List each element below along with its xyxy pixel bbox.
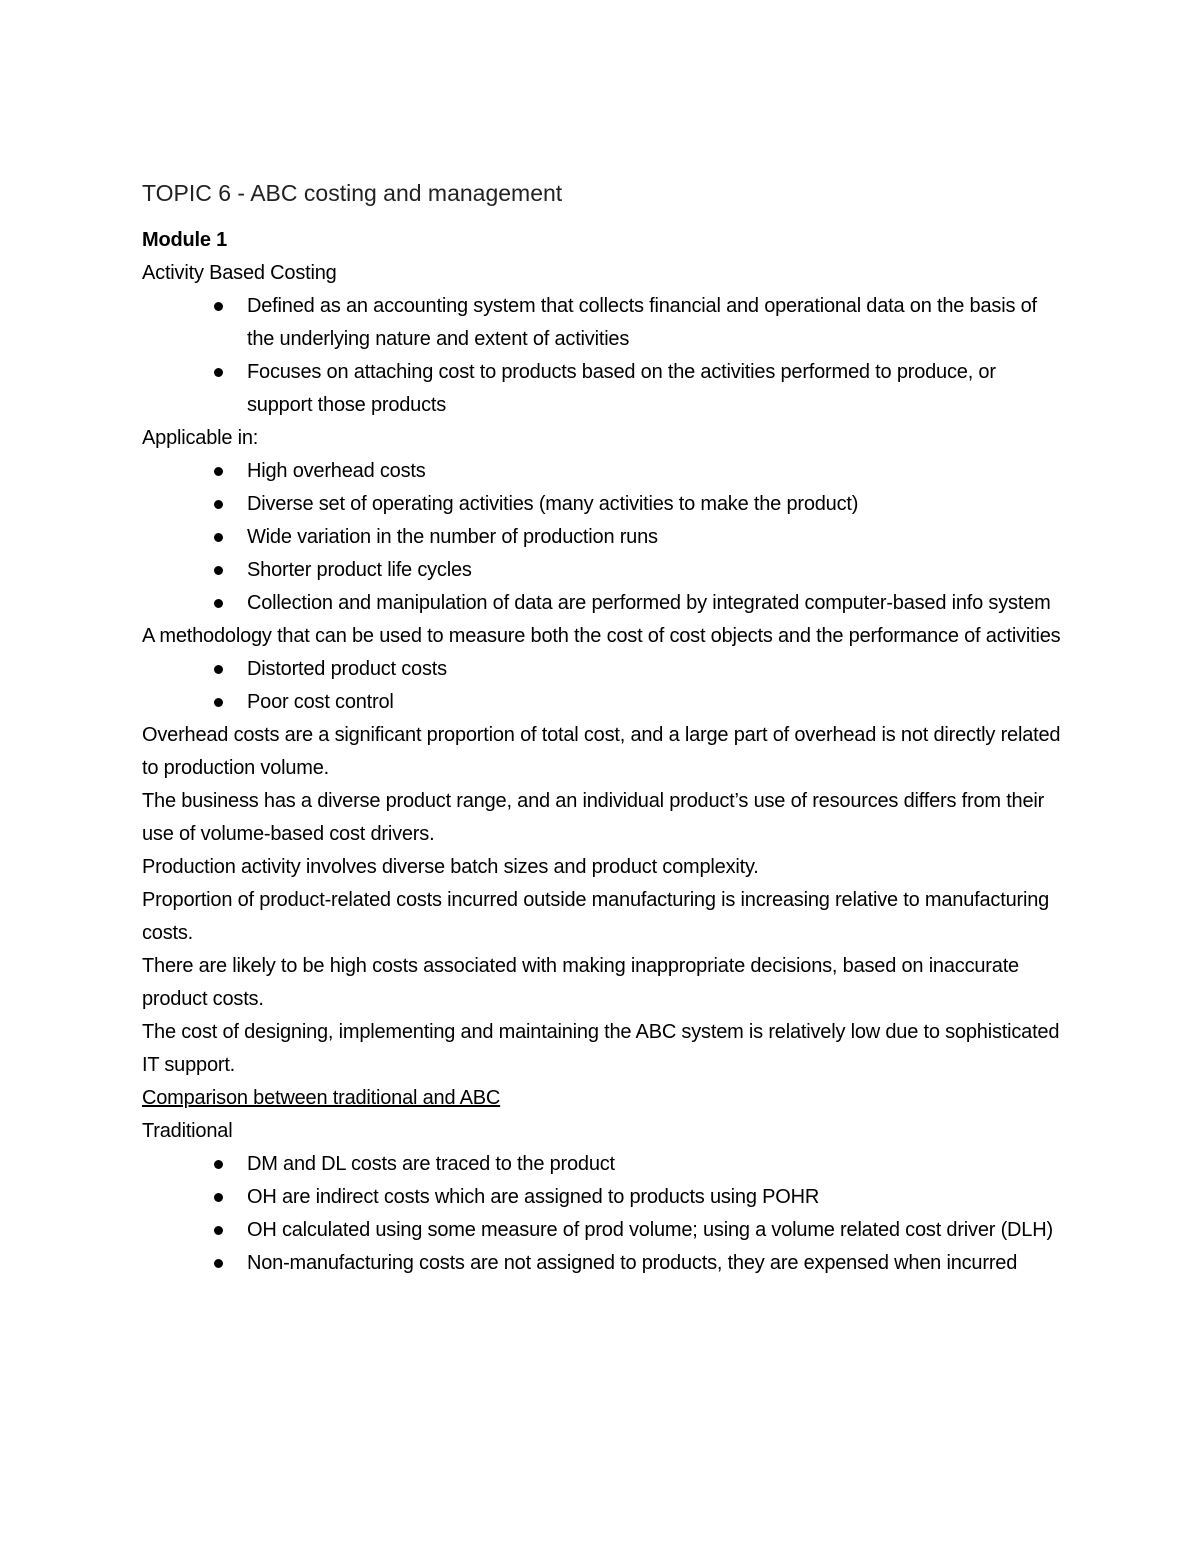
bullet-dot-icon (214, 1226, 223, 1235)
methodology-paragraph: A methodology that can be used to measure both the cost of cost objects and the performance of activities (142, 625, 1061, 647)
section-heading-applicable: Applicable in: (142, 427, 259, 449)
bullet-list-abc (142, 290, 1062, 422)
document-content (142, 177, 1062, 1280)
body-paragraph: Production activity involves diverse batch sizes and product complexity. (142, 856, 759, 878)
list-item: High overhead costs (142, 455, 1062, 488)
comparison-heading: Comparison between traditional and ABC (142, 1087, 501, 1109)
section-heading-abc: Activity Based Costing (142, 262, 337, 284)
body-paragraph: Proportion of product-related costs incurred outside manufacturing is increasing relative to manufacturing costs. (142, 889, 1050, 944)
list-item: Distorted product costs (142, 653, 1062, 686)
list-item: Diverse set of operating activities (many activities to make the product) (142, 488, 1062, 521)
bullet-dot-icon (214, 533, 223, 542)
body-paragraph: There are likely to be high costs associated with making inappropriate decisions, based on inaccurate product costs. (142, 955, 1019, 1010)
bullet-dot-icon (214, 467, 223, 476)
body-paragraph: Overhead costs are a significant proportion of total cost, and a large part of overhead is not directly related to production volume. (142, 724, 1061, 779)
list-item: Collection and manipulation of data are performed by integrated computer-based info system (142, 587, 1062, 620)
bullet-dot-icon (214, 1259, 223, 1268)
list-item: Wide variation in the number of production runs (142, 521, 1062, 554)
bullet-dot-icon (214, 665, 223, 674)
bullet-dot-icon (214, 368, 223, 377)
traditional-subheading: Traditional (142, 1120, 233, 1142)
body-paragraph: The cost of designing, implementing and maintaining the ABC system is relatively low due to sophisticated IT support. (142, 1021, 1060, 1076)
list-item: Defined as an accounting system that collects financial and operational data on the basis of the underlying nature and extent of activities (142, 290, 1062, 356)
list-item: Shorter product life cycles (142, 554, 1062, 587)
document-title: TOPIC 6 - ABC costing and management (142, 180, 563, 206)
bullet-dot-icon (214, 500, 223, 509)
list-item: Non-manufacturing costs are not assigned to products, they are expensed when incurred (142, 1247, 1062, 1280)
bullet-dot-icon (214, 1193, 223, 1202)
list-item: OH calculated using some measure of prod volume; using a volume related cost driver (DLH) (142, 1214, 1062, 1247)
bullet-dot-icon (214, 698, 223, 707)
list-item: DM and DL costs are traced to the product (142, 1148, 1062, 1181)
list-item: Poor cost control (142, 686, 1062, 719)
list-item: OH are indirect costs which are assigned to products using POHR (142, 1181, 1062, 1214)
bullet-dot-icon (214, 302, 223, 311)
bullet-dot-icon (214, 599, 223, 608)
bullet-dot-icon (214, 566, 223, 575)
bullet-dot-icon (214, 1160, 223, 1169)
module-heading: Module 1 (142, 229, 228, 251)
bullet-list-applicable (142, 455, 1062, 620)
body-paragraph: The business has a diverse product range, and an individual product’s use of resources differs from their use of volume-based cost drivers. (142, 790, 1045, 845)
list-item: Focuses on attaching cost to products based on the activities performed to produce, or support those products (142, 356, 1062, 422)
bullet-list-methodology (142, 653, 1062, 719)
bullet-list-traditional (142, 1148, 1062, 1280)
